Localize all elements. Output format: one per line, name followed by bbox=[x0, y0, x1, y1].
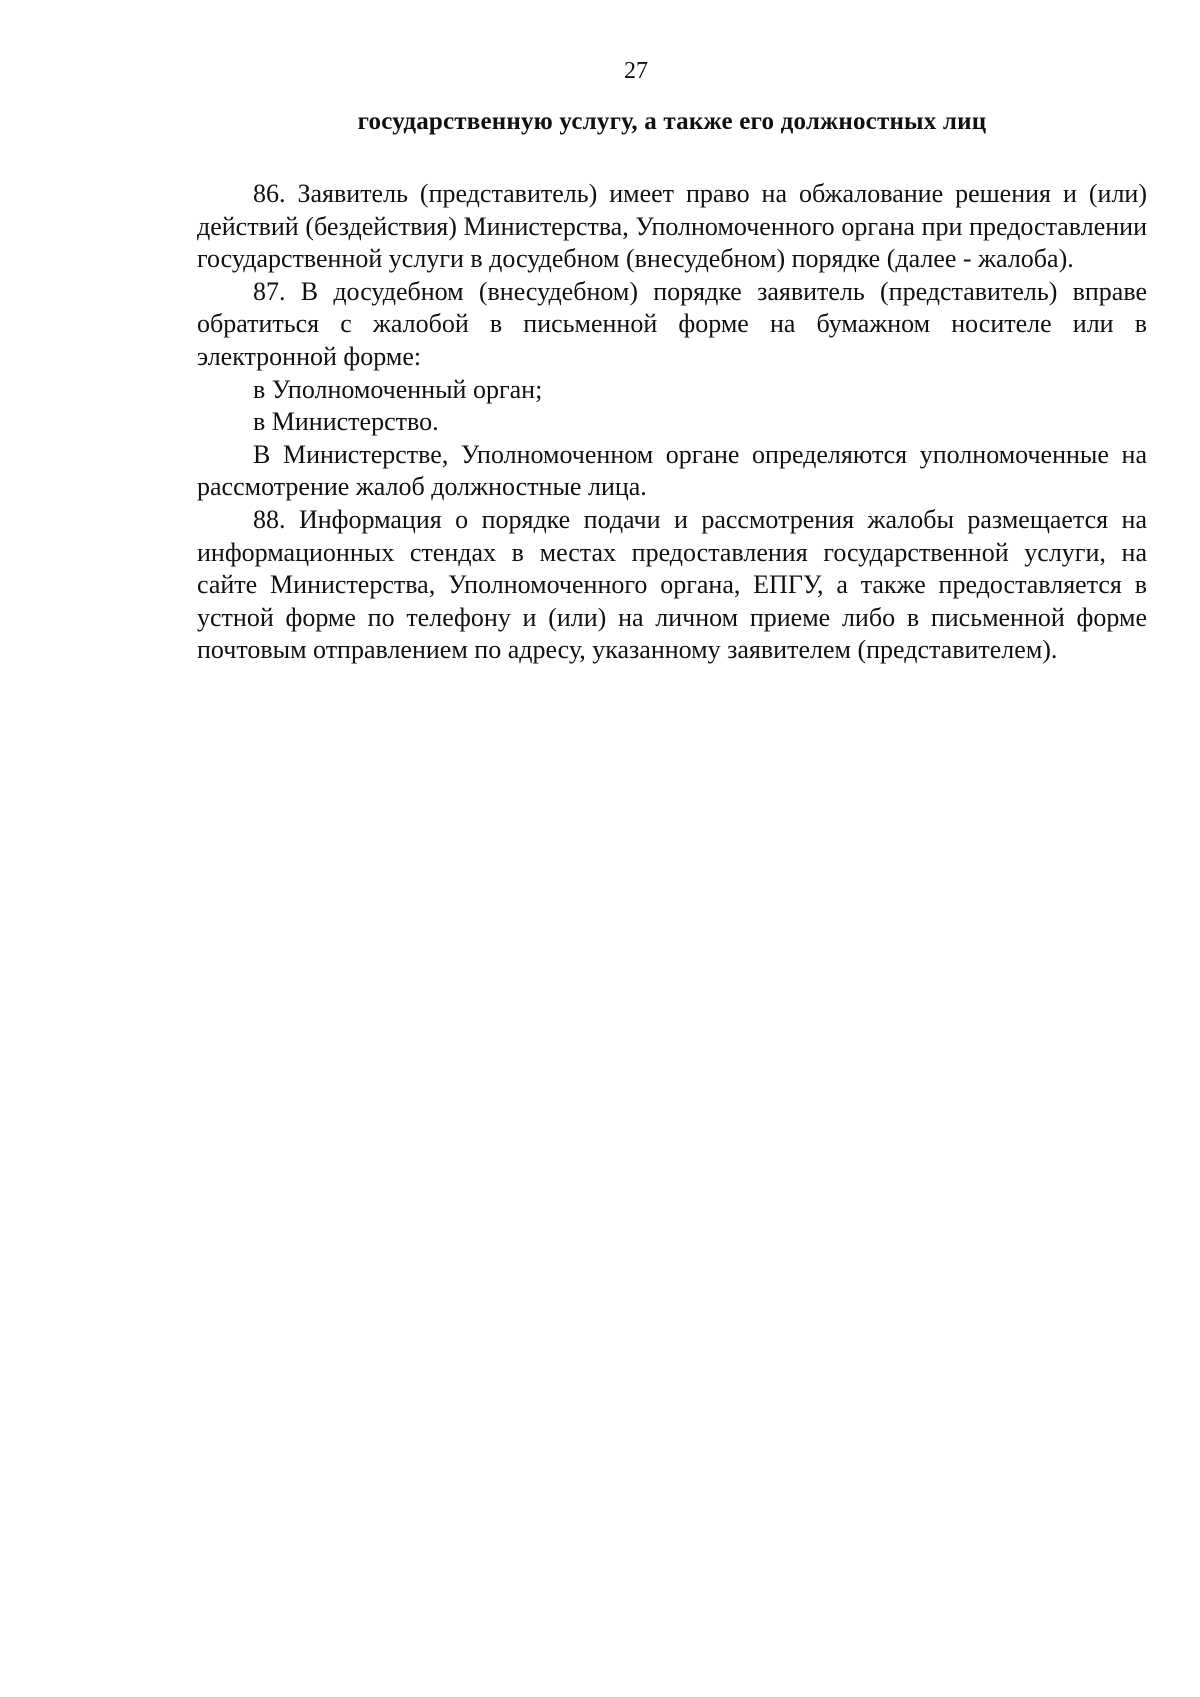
list-item-authorized-body: в Уполномоченный орган; bbox=[253, 374, 543, 404]
page-number: 27 bbox=[624, 58, 648, 84]
paragraph-officials: В Министерстве, Уполномоченном органе определяются уполномоченные на рассмотрение жалоб должностные лица. bbox=[197, 439, 1147, 502]
list-item-ministry: в Министерство. bbox=[253, 407, 439, 437]
paragraph-86: 86. Заявитель (представитель) имеет право на обжалование решения и (или) действий (бездействия) Министерства, Уполномоченного органа при предоставлении государственной услуги в досудебном (внесудебном) порядке (далее - жалоба). bbox=[197, 179, 1147, 274]
document-body bbox=[197, 178, 1147, 667]
paragraph-87: 87. В досудебном (внесудебном) порядке заявитель (представитель) вправе обратиться с жалобой в письменной форме на бумажном носителе или в электронной форме: bbox=[197, 276, 1147, 371]
paragraph-88: 88. Информация о порядке подачи и рассмотрения жалобы размещается на информационных стендах в местах предоставления государственной услуги, на сайте Министерства, Уполномоченного органа, ЕПГУ, а также предоставляется в устной форме по телефону и (или) на личном приеме либо в письменной форме почтовым отправлением по адресу, указанному заявителем (представителем). bbox=[197, 504, 1147, 665]
section-heading: государственную услугу, а также его должностных лиц bbox=[357, 108, 987, 135]
